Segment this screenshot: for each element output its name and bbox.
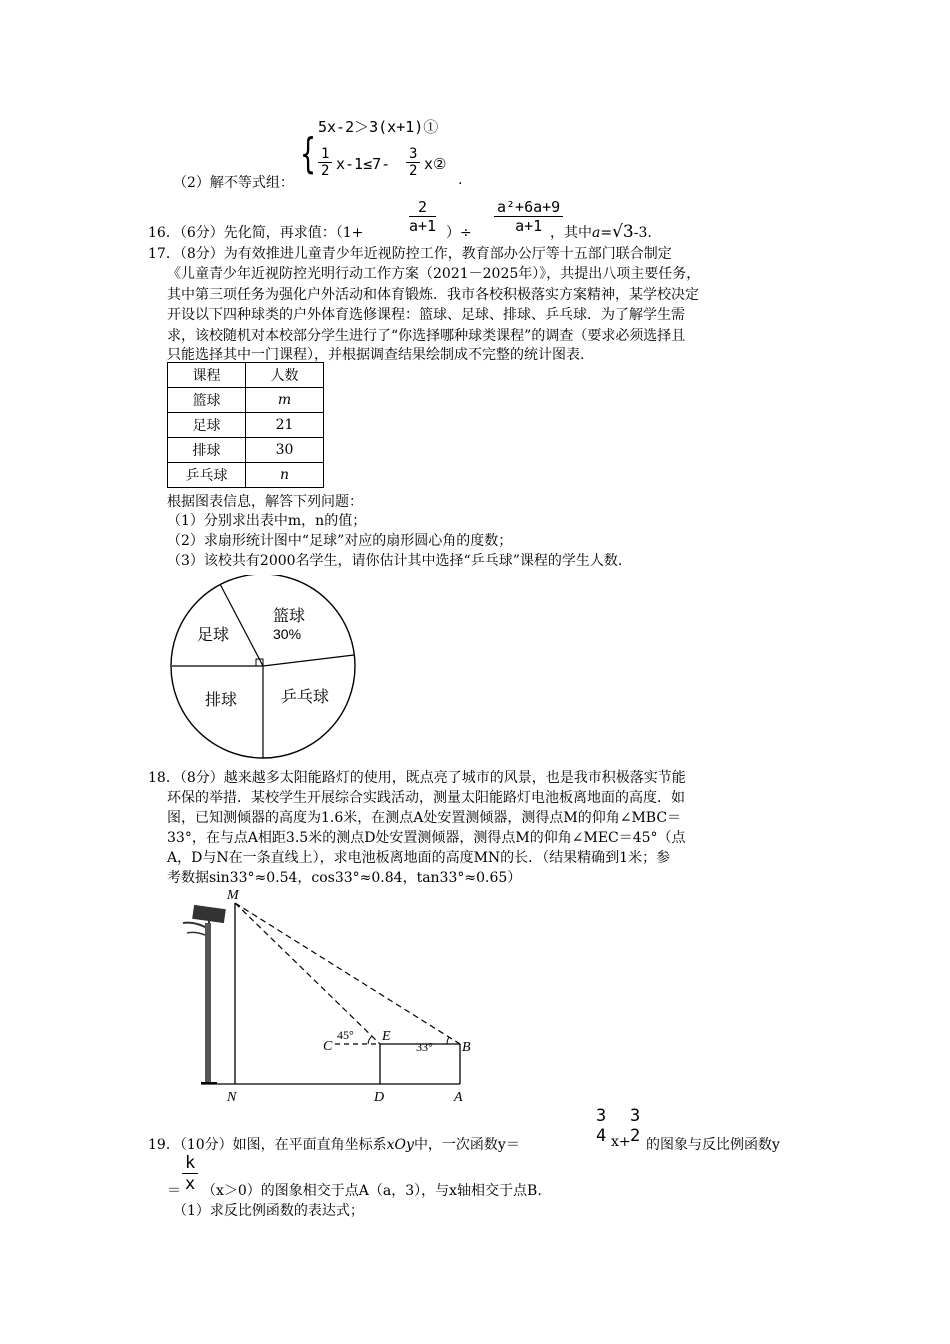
q17-after-4: （3）该校共有2000名学生，请你估计其中选择“乒乓球”课程的学生人数. [167, 553, 623, 569]
q19-equals: ＝ [167, 1183, 181, 1199]
q18-line-3: 图，已知测倾器的高度为1.6米，在测点A处安置测倾器，测得点M的仰角∠MBC＝ [167, 810, 682, 826]
q16-prefix: 16．（6分）先化简，再求值：（1+ [148, 225, 364, 241]
table-cell: 乒乓球 [168, 463, 246, 488]
pie-label-basketball: 篮球 [273, 608, 306, 625]
q17-line-3: 其中第三项任务为强化户外活动和体育锻炼．我市各校积极落实方案精神，某学校决定 [167, 287, 699, 303]
q19-x-plus: x+ [611, 1134, 631, 1150]
q15-part-label: （2）解不等式组： [173, 175, 294, 191]
ineq2-fraction-a: $\frac{1}{2}$ [318, 146, 332, 179]
solar-streetlight-icon [183, 905, 226, 1083]
angle-label-33: 33° [416, 1040, 433, 1054]
q17-line-6: 只能选择其中一门课程），并根据调查结果绘制成不完整的统计图表. [167, 347, 585, 363]
q18-line-5: A，D与N在一条直线上），求电池板离地面的高度MN的长．（结果精确到1米；参 [167, 850, 671, 866]
course-table [167, 362, 324, 488]
sight-line-ME [235, 903, 380, 1044]
table-header: 人数 [246, 363, 324, 388]
table-cell: 篮球 [168, 388, 246, 413]
table-cell: 排球 [168, 438, 246, 463]
q16-fraction-1: $\frac{2}{a+1}$ [409, 198, 437, 235]
q19-line-1: 19．（10分）如图，在平面直角坐标系xOy中，一次函数y＝ [148, 1137, 520, 1153]
q19-line-2: （x＞0）的图象相交于点A（a，3），与x轴相交于点B. [202, 1183, 542, 1199]
q17-line-2: 《儿童青少年近视防控光明行动工作方案（2021－2025年）》，共提出八项主要任务， [167, 266, 701, 282]
angle-arc-33 [447, 1037, 449, 1044]
label-D: D [374, 1090, 385, 1105]
pie-label-basketball-pct: 30% [273, 626, 302, 642]
label-E: E [382, 1029, 391, 1044]
table-header: 课程 [168, 363, 246, 388]
q17-line-5: 求，该校随机对本校部分学生进行了“你选择哪种球类课程”的调查（要求必须选择且 [167, 328, 686, 344]
table-row [168, 438, 324, 463]
ineq2-tail: x② [424, 155, 447, 173]
q18-line-4: 33°，在与点A相距3.5米的测点D处安置测倾器，测得点M的仰角∠MEC＝45°（点 [167, 830, 686, 846]
q18-line-1: 18．（8分）越来越多太阳能路灯的使用，既点亮了城市的风景，也是我市积极落实节能 [148, 770, 686, 786]
ineq2-middle: x-1≤7- [336, 155, 391, 173]
street-light-figure [165, 885, 485, 1105]
angle-label-45: 45° [337, 1028, 354, 1042]
q19-fraction-k-x: $\frac{k}{x}$ [182, 1153, 198, 1194]
pie-chart [165, 575, 365, 765]
angle-arc-45 [368, 1036, 372, 1044]
q17-after-3: （2）求扇形统计图中“足球”对应的扇形圆心角的度数； [167, 533, 513, 549]
system-brace: { [300, 129, 317, 178]
inequality-1: 5x-2＞3(x+1)① [318, 118, 439, 136]
label-A: A [454, 1090, 463, 1105]
table-cell: m [246, 388, 324, 413]
pie-label-pingpong: 乒乓球 [281, 689, 330, 706]
q15-end: . [458, 172, 463, 188]
table-cell: 21 [246, 413, 324, 438]
q18-line-6: 考数据sin33°≈0.54，cos33°≈0.84，tan33°≈0.65） [167, 870, 522, 886]
q17-line-1: 17．（8分）为有效推进儿童青少年近视防控工作，教育部办公厅等十五部门联合制定 [148, 246, 672, 262]
q17-line-4: 开设以下四种球类的户外体育选修课程：篮球、足球、排球、乒乓球．为了解学生需 [167, 307, 685, 323]
table-cell: n [246, 463, 324, 488]
label-C: C [323, 1039, 333, 1054]
pie-divider [263, 655, 354, 666]
q16-suffix: ，其中a=√3-3. [550, 222, 652, 242]
table-row [168, 388, 324, 413]
pie-label-volleyball: 排球 [205, 692, 238, 709]
q19-fraction-3-2: 3 2 [630, 1106, 641, 1146]
ineq2-fraction-b: $\frac{3}{2}$ [406, 146, 420, 179]
q16-fraction-2: $\frac{\text{a²+6a+9}}{a+1}$ [494, 198, 563, 235]
label-M: M [227, 888, 239, 903]
pie-label-football: 足球 [197, 627, 230, 644]
label-B: B [462, 1040, 471, 1055]
label-N: N [227, 1090, 237, 1105]
table-row [168, 463, 324, 488]
pie-divider [220, 584, 263, 666]
q16-mid: ）÷ [446, 225, 472, 241]
table-row [168, 413, 324, 438]
table-cell: 足球 [168, 413, 246, 438]
sight-line-MB [235, 903, 460, 1044]
q19-line-1-end: 的图象与反比例函数y [646, 1137, 780, 1153]
table-cell: 30 [246, 438, 324, 463]
table-header-row [168, 363, 324, 388]
q19-fraction-3-4: 3 4 [596, 1106, 607, 1146]
q17-after-2: （1）分别求出表中m，n的值； [167, 513, 367, 529]
q17-after-1: 根据图表信息，解答下列问题： [167, 494, 363, 510]
q19-line-3: （1）求反比例函数的表达式； [173, 1203, 364, 1219]
q18-line-2: 环保的举措．某校学生开展综合实践活动，测量太阳能路灯电池板离地面的高度．如 [167, 790, 685, 806]
